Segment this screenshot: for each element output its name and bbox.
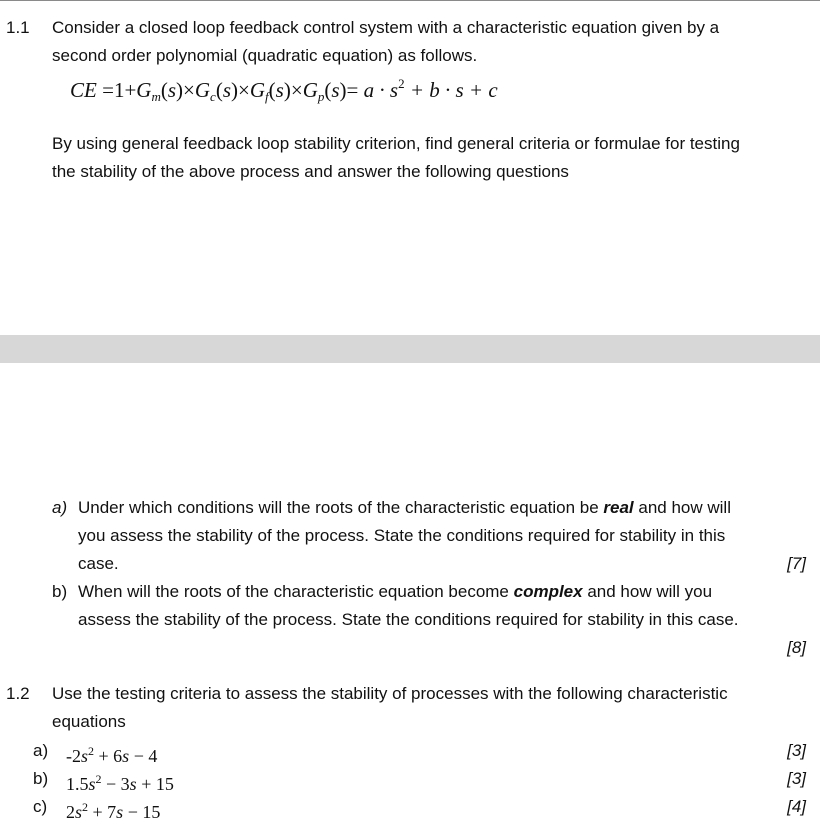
q12-c-tail: − 15 <box>123 802 161 822</box>
q12-c-coef: 2 <box>66 802 75 822</box>
q12-a-exp: 2 <box>88 744 95 758</box>
eq-s-4: s <box>331 78 340 102</box>
q12-b-rest: − 3 <box>101 774 130 794</box>
eq-s-3: s <box>275 78 284 102</box>
q12-b-exp: 2 <box>95 772 102 786</box>
eq-rhs-2: + b · s + c <box>409 78 498 102</box>
q12-b-tail: + 15 <box>136 774 174 794</box>
eq-gc: G <box>194 78 211 102</box>
eq-gf: G <box>249 78 266 102</box>
q12-b-var-2: s <box>129 774 137 794</box>
eq-one: 1 <box>113 78 125 102</box>
q12-c-var-2: s <box>116 802 124 822</box>
eq-sub-m: m <box>151 89 161 104</box>
q11-line-2: second order polynomial (quadratic equation) as follows. <box>52 46 478 65</box>
part-a-line-1 <box>78 494 731 522</box>
q12-a-var-2: s <box>122 746 130 766</box>
q12-item-a-label: a) <box>33 741 49 760</box>
q12-line-2: equations <box>52 712 126 731</box>
eq-times-3: × <box>290 78 303 102</box>
q11-para-line-1: By using general feedback loop stability criterion, find general criteria or formulae for testing <box>52 134 740 153</box>
part-a-mark: [7] <box>787 554 806 573</box>
q12-item-c-mark: [4] <box>787 797 806 816</box>
q12-item-a-mark: [3] <box>787 741 806 760</box>
eq-square: 2 <box>398 76 405 91</box>
eq-sub-c: c <box>210 89 216 104</box>
eq-times-1: × <box>183 78 195 102</box>
q12-item-c-label: c) <box>33 797 48 816</box>
q12-a-tail: − 4 <box>129 746 158 766</box>
eq-s-2: s <box>222 78 232 102</box>
eq-sub-p: p <box>317 89 325 104</box>
part-a-line-3: case. <box>78 554 119 573</box>
q12-c-var: s <box>75 802 83 822</box>
eq-equals-1: = <box>102 78 114 102</box>
eq-ce: CE <box>70 78 97 102</box>
part-a-line-2: you assess the stability of the process. State the conditions required for stability in this <box>78 526 726 545</box>
q12-a-rest: + 6 <box>94 746 123 766</box>
part-a-text-1b: and how will <box>633 498 731 517</box>
q12-line-1: Use the testing criteria to assess the stability of processes with the following characteristic <box>52 684 728 703</box>
eq-sub-f: f <box>265 89 269 104</box>
part-b-text-1: When will the roots of the characteristic equation become <box>78 582 514 601</box>
q12-a-var: s <box>81 746 89 766</box>
q12-c-rest: + 7 <box>88 802 117 822</box>
part-b-mark: [8] <box>787 638 806 657</box>
q11-line-1: Consider a closed loop feedback control system with a characteristic equation given by a <box>52 18 720 37</box>
eq-s-1: s <box>167 78 177 102</box>
part-a-label: a) <box>52 498 68 517</box>
part-a-emphasis: real <box>603 498 634 517</box>
part-b-line-1 <box>78 578 712 606</box>
q12-item-b-mark: [3] <box>787 769 806 788</box>
q12-item-b-label: b) <box>33 769 49 788</box>
eq-gp: G <box>302 78 318 102</box>
eq-plus: + <box>124 78 137 102</box>
characteristic-equation: CE $=1+G_m(s)\times G_c(s)\times G_f(s)\times G_p(s)= a \cdot s^2 + b \cdot s + c$ <box>70 76 498 104</box>
eq-equals-2: = <box>346 78 359 102</box>
top-rule <box>0 0 820 1</box>
eq-rhs: a · s <box>363 78 399 102</box>
part-a-text-1: Under which conditions will the roots of the characteristic equation be <box>78 498 604 517</box>
eq-times-2: × <box>238 78 250 102</box>
page-break-band <box>0 335 820 363</box>
part-b-label: b) <box>52 582 68 601</box>
q12-a-coef: -2 <box>66 746 81 766</box>
part-b-line-2: assess the stability of the process. State the conditions required for stability in this case. <box>78 610 739 629</box>
eq-gm: G <box>136 78 152 102</box>
q11-para-line-2: the stability of the above process and answer the following questions <box>52 162 569 181</box>
q12-b-coef: 1.5 <box>66 774 89 794</box>
part-b-text-1b: and how will you <box>582 582 713 601</box>
question-number-1-1: 1.1 <box>6 18 30 37</box>
part-b-emphasis: complex <box>513 582 583 601</box>
q12-b-var: s <box>88 774 96 794</box>
q12-item-c-equation <box>66 793 160 826</box>
q12-c-exp: 2 <box>82 800 89 814</box>
question-number-1-2: 1.2 <box>6 684 30 703</box>
